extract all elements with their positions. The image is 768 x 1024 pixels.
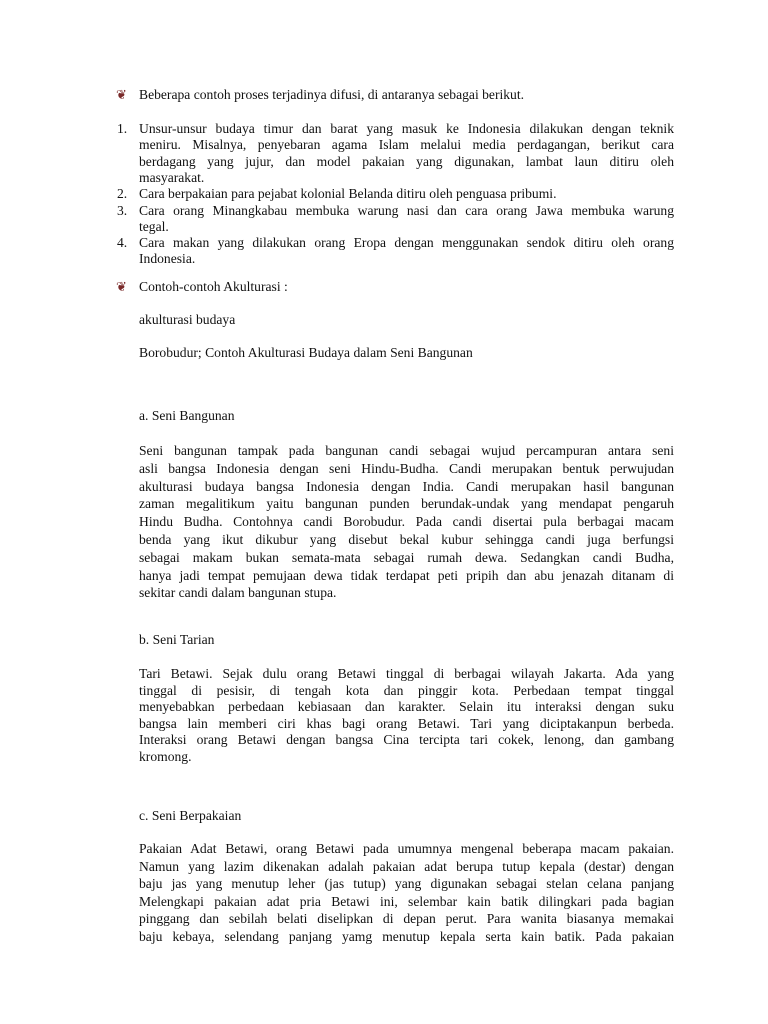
- list-item-line: Indonesia.: [139, 251, 196, 267]
- paragraph-line: Tari Betawi. Sejak dulu orang Betawi tinggal di berbagai wilayah Jakarta. Ada yang: [139, 666, 674, 681]
- list-number: 1.: [117, 121, 128, 136]
- section-paragraph: [139, 666, 674, 765]
- paragraph-line: Melengkapi pakaian adat pria Betawi ini, selembar kain batik dilingkari pada bagian: [139, 893, 674, 909]
- paragraph-line: Namun yang lazim dikenakan adalah pakaian adat berupa tutup kepala (destar) dengan: [139, 858, 674, 874]
- list-item-line: Cara makan yang dilakukan orang Eropa dengan menggunakan sendok ditiru oleh orang: [139, 235, 674, 251]
- paragraph-line: sekitar candi dalam bangunan stupa.: [139, 585, 337, 601]
- list-item-line: tegal.: [139, 218, 169, 234]
- paragraph-line: bangsa lain memberi ciri khas bagi orang Betawi. Tari yang diciptakanpun berbeda.: [139, 715, 674, 731]
- bullet-icon: ❦: [116, 87, 127, 102]
- intro-diffusion: Beberapa contoh proses terjadinya difusi, di antaranya sebagai berikut.: [139, 87, 525, 102]
- paragraph-line: Interaksi orang Betawi dengan bangsa Cina tercipta tari cokek, lenong, dan gambang: [139, 732, 674, 747]
- paragraph-line: menyebabkan perbedaan kebiasaan dan karakter. Selain itu interaksi dengan suku: [139, 699, 674, 714]
- list-number: 3.: [117, 202, 128, 218]
- paragraph-line: Seni bangunan tampak pada bangunan candi sebagai wujud percampuran antara seni: [139, 443, 674, 458]
- list-item: [139, 203, 674, 236]
- paragraph-line: sebagai makam bukan semata-mata sebagai rumah dewa. Sedangkan candi Budha,: [139, 549, 674, 565]
- bullet-icon: ❦: [116, 279, 127, 294]
- section-paragraph: [139, 840, 674, 946]
- section-paragraph: [139, 442, 674, 602]
- section-heading: b. Seni Tarian: [139, 632, 215, 647]
- paragraph-line: tinggal di pesisir, di tengah kota dan pinggir kota. Perbedaan tempat tinggal: [139, 682, 674, 698]
- list-item: [139, 235, 674, 268]
- list-item-line: masyarakat.: [139, 169, 205, 185]
- list-item-line: Cara berpakaian para pejabat kolonial Belanda ditiru oleh penguasa pribumi.: [139, 186, 557, 202]
- paragraph-line: zaman megalitikum yaitu bangunan punden berundak-undak yang mendapat pengaruh: [139, 496, 674, 512]
- paragraph-line: asli bangsa Indonesia dengan seni Hindu-Budha. Candi merupakan bentuk perwujudan: [139, 460, 674, 476]
- list-item-line: berdagang yang jujur, dan model pakaian yang digunakan, lambat laun ditiru oleh: [139, 153, 674, 169]
- paragraph-line: kromong.: [139, 748, 192, 764]
- paragraph-line: Pakaian Adat Betawi, orang Betawi pada umumnya mengenal beberapa macam pakaian.: [139, 841, 674, 856]
- list-number: 4.: [117, 235, 128, 251]
- list-number: 2.: [117, 186, 128, 202]
- paragraph-line: hanya jadi tempat pemujaan dewa tidak terdapat peti pripih dan abu jenazah ditanam di: [139, 567, 674, 583]
- list-item-line: Unsur-unsur budaya timur dan barat yang masuk ke Indonesia dilakukan dengan teknik: [139, 121, 674, 136]
- paragraph-line: pinggang dan sebilah belati diselipkan di depan perut. Para wanita biasanya memakai: [139, 911, 674, 927]
- list-item-line: meniru. Misalnya, penyebaran agama Islam melalui media perdagangan, berikut cara: [139, 137, 674, 153]
- list-item: [139, 186, 674, 202]
- section-heading: c. Seni Berpakaian: [139, 808, 242, 823]
- image-caption: Borobudur; Contoh Akulturasi Budaya dalam Seni Bangunan: [139, 345, 473, 360]
- subtitle: akulturasi budaya: [139, 312, 236, 327]
- paragraph-line: Hindu Budha. Contohnya candi Borobudur. Pada candi disertai pula berbagai macam: [139, 514, 674, 530]
- list-item: [139, 121, 674, 186]
- list-item-line: Cara orang Minangkabau membuka warung nasi dan cara orang Jawa membuka warung: [139, 202, 674, 218]
- paragraph-line: benda yang ikut dikubur yang disebut bekal kubur sehingga candi juga berfungsi: [139, 531, 674, 547]
- paragraph-line: baju jas yang menutup leher (jas tutup) yang digunakan sebagai stelan celana panjang: [139, 876, 674, 892]
- paragraph-line: akulturasi budaya bangsa Indonesia dengan India. Candi merupakan hasil bangunan: [139, 478, 674, 494]
- section-heading: a. Seni Bangunan: [139, 408, 235, 423]
- paragraph-line: baju kebaya, selendang panjang yamg menutup kepala serta kain batik. Pada pakaian: [139, 928, 674, 944]
- intro-acculturation: Contoh-contoh Akulturasi :: [139, 279, 288, 294]
